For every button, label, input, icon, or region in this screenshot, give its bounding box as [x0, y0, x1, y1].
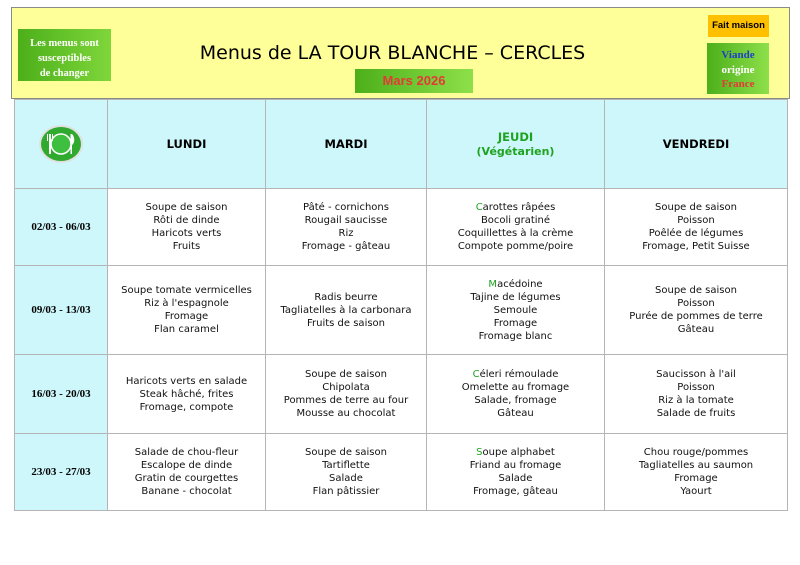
- day-name: VENDREDI: [662, 137, 730, 151]
- meal-item: Omelette au fromage: [461, 382, 570, 393]
- meal-item: Tagliatelles au saumon: [638, 460, 754, 471]
- meal-cell: [266, 266, 427, 355]
- meal-item: Radis beurre: [314, 291, 378, 303]
- meal-cell: [427, 355, 605, 434]
- meal-item: Soupe alphabet: [476, 447, 555, 458]
- week-label: 23/03 - 27/03: [15, 434, 108, 511]
- meal-item: Fromage, Petit Suisse: [642, 241, 750, 252]
- meal-item: Purée de pommes de terre: [629, 311, 763, 322]
- menu-change-note: [18, 29, 111, 81]
- meal-item: Poêlée de légumes: [648, 228, 744, 239]
- meal-item: Saucisson à l'ail: [656, 369, 736, 380]
- meal-cell: [108, 355, 266, 434]
- meal-cell: [427, 189, 605, 266]
- meal-item: Fromage, gâteau: [473, 486, 558, 497]
- meal-item: Salade: [498, 473, 533, 484]
- week-row: [15, 189, 788, 266]
- meal-item: Fruits: [172, 241, 201, 252]
- meal-item: Salade, fromage: [474, 395, 557, 406]
- week-label: 02/03 - 06/03: [15, 189, 108, 266]
- meal-item: Soupe de saison: [145, 202, 228, 213]
- veg-initial-letter: C: [472, 369, 480, 380]
- meal-cell: [108, 434, 266, 511]
- meal-item: Flan pâtissier: [312, 486, 380, 497]
- meal-item: Fromage: [493, 317, 538, 329]
- meal-item: Chou rouge/pommes: [643, 447, 749, 458]
- meal-item: Soupe tomate vermicelles: [121, 285, 252, 296]
- day-name: JEUDI: [497, 130, 534, 144]
- week-label: 16/03 - 20/03: [15, 355, 108, 434]
- meal-item: Gâteau: [497, 408, 534, 419]
- meal-item: Salade de fruits: [656, 408, 736, 419]
- meal-item: Steak hâché, frites: [139, 388, 234, 400]
- meal-item: Fruits de saison: [306, 317, 386, 329]
- meal-item: Soupe de saison: [305, 369, 387, 380]
- veg-initial-letter: M: [488, 278, 498, 290]
- meal-item: Tajine de légumes: [470, 291, 561, 303]
- meal-item: Compote pomme/poire: [457, 241, 574, 252]
- meal-cell: [266, 189, 427, 266]
- meal-cell: [605, 266, 788, 355]
- month-badge: Mars 2026: [355, 69, 473, 93]
- meal-item: Macédoine: [488, 278, 543, 290]
- meal-item: Riz: [338, 228, 354, 239]
- meal-item: Riz à la tomate: [658, 395, 734, 406]
- veg-initial-letter: S: [476, 447, 483, 458]
- week-row: [15, 434, 788, 511]
- meal-item: Soupe de saison: [655, 202, 737, 213]
- meal-cell: [427, 266, 605, 355]
- day-subtitle: (Végétarien): [476, 145, 555, 158]
- meal-item: Tartiflette: [322, 460, 370, 471]
- plate-fork-knife-icon: [39, 125, 83, 163]
- note-line: Les menus sont: [30, 38, 99, 49]
- meal-cell: [266, 434, 427, 511]
- meal-item: Rougail saucisse: [304, 215, 388, 226]
- note-line: susceptibles: [37, 53, 92, 64]
- week-row: [15, 266, 788, 355]
- meal-item: Fromage, compote: [139, 401, 234, 413]
- meal-item: Céleri rémoulade: [472, 369, 559, 380]
- meal-cell: [427, 434, 605, 511]
- meal-cell: [108, 266, 266, 355]
- meal-item: Escalope de dinde: [140, 460, 233, 471]
- meal-item: Pommes de terre au four: [283, 395, 409, 406]
- meal-item: Bocoli gratiné: [480, 215, 551, 226]
- meal-item: Fromage blanc: [478, 330, 553, 342]
- meal-item: Haricots verts en salade: [125, 375, 248, 387]
- meal-item: Gratin de courgettes: [134, 473, 239, 484]
- meal-cell: [108, 189, 266, 266]
- meal-item: Poisson: [677, 382, 715, 393]
- meal-cell: [605, 434, 788, 511]
- meal-item: Tagliatelles à la carbonara: [280, 304, 412, 316]
- meal-cell: [605, 355, 788, 434]
- viande-line: Viande: [721, 49, 755, 61]
- day-name: LUNDI: [166, 137, 207, 151]
- meal-item: Fromage: [674, 473, 718, 484]
- meal-item: Banane - chocolat: [141, 486, 232, 497]
- veg-initial-letter: C: [475, 202, 483, 213]
- meal-item: Flan caramel: [154, 324, 219, 335]
- day-header: [108, 100, 266, 189]
- meal-item: Fromage: [164, 311, 209, 322]
- viande-origine-badge: [707, 43, 769, 94]
- meal-item: Mousse au chocolat: [296, 408, 396, 419]
- table-header-row: [15, 100, 788, 189]
- meal-item: Friand au fromage: [469, 460, 562, 471]
- note-line: de changer: [39, 68, 90, 79]
- page-title: Menus de LA TOUR BLANCHE – CERCLES: [199, 42, 586, 64]
- day-header: [427, 100, 605, 189]
- menu-table: [14, 99, 788, 511]
- day-header: [266, 100, 427, 189]
- meal-item: Rôti de dinde: [153, 215, 220, 226]
- meal-item: Soupe de saison: [655, 285, 737, 296]
- day-name: MARDI: [324, 137, 368, 151]
- logo-cell: [15, 100, 108, 189]
- viande-line: France: [721, 78, 755, 90]
- fait-maison-badge: Fait maison: [708, 15, 769, 37]
- meal-item: Salade: [329, 473, 363, 484]
- week-label: 09/03 - 13/03: [15, 266, 108, 355]
- meal-item: Fromage - gâteau: [301, 241, 391, 252]
- meal-item: Chipolata: [322, 382, 370, 393]
- viande-line: origine: [721, 63, 755, 76]
- meal-cell: [605, 189, 788, 266]
- meal-item: Soupe de saison: [305, 447, 387, 458]
- meal-item: Gâteau: [677, 324, 715, 335]
- meal-item: Riz à l'espagnole: [144, 298, 229, 309]
- meal-item: Poisson: [677, 215, 715, 226]
- meal-item: Pâté - cornichons: [303, 202, 389, 213]
- meal-item: Poisson: [677, 298, 715, 309]
- meal-item: Coquillettes à la crème: [457, 228, 574, 239]
- meal-item: Yaourt: [680, 486, 712, 497]
- meal-item: Carottes râpées: [475, 202, 556, 213]
- meal-item: Haricots verts: [151, 228, 222, 239]
- day-header: [605, 100, 788, 189]
- meal-item: Salade de chou-fleur: [134, 447, 239, 458]
- week-row: [15, 355, 788, 434]
- meal-item: Semoule: [493, 304, 538, 316]
- meal-cell: [266, 355, 427, 434]
